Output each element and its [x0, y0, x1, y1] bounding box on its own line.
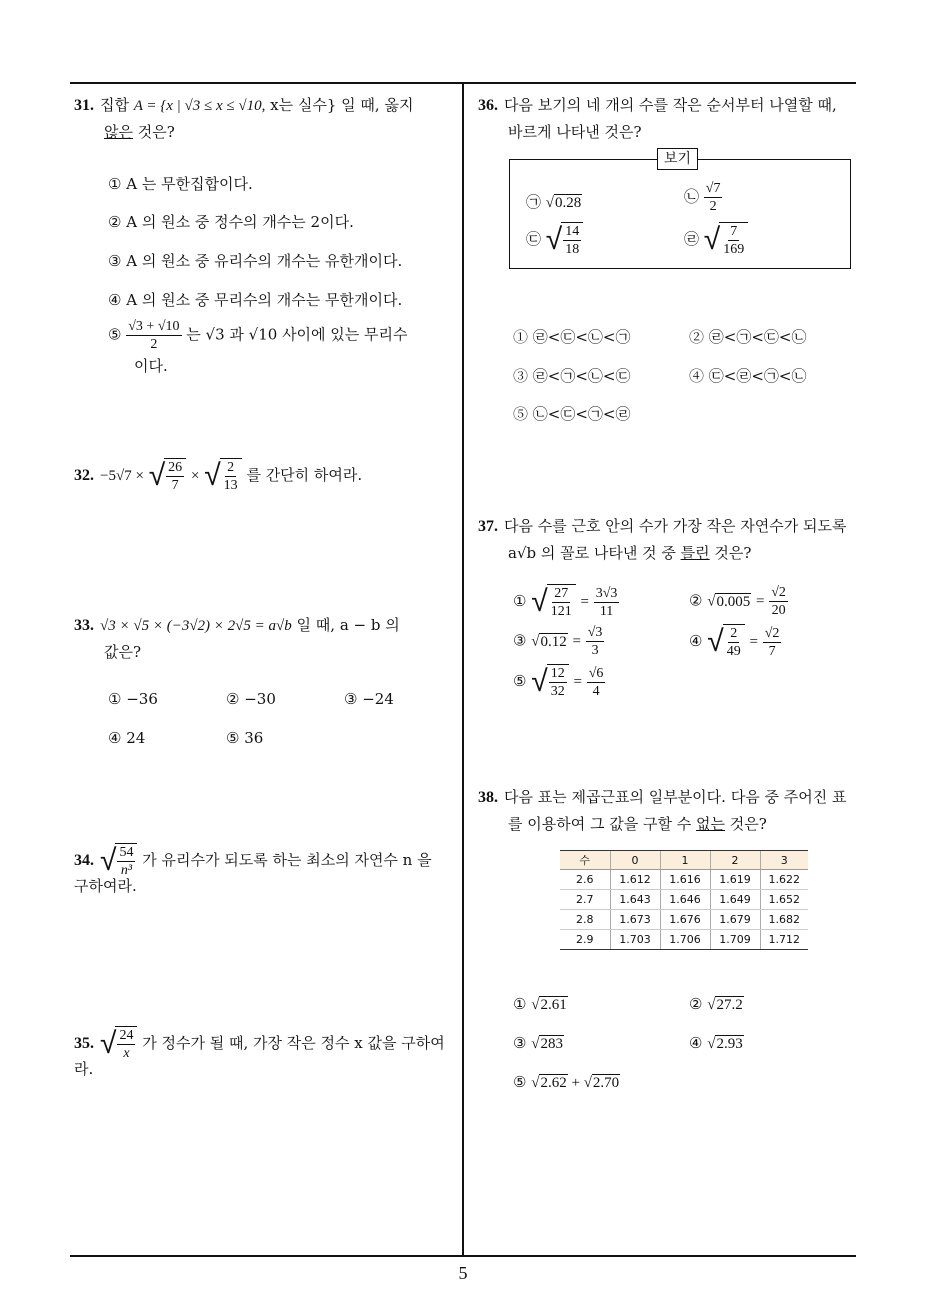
q32-tail: 를 간단히 하여라.	[246, 466, 363, 484]
denominator: 7	[768, 643, 776, 659]
table-cell: 2.8	[560, 910, 610, 930]
numerator: √3	[587, 625, 603, 640]
q37-option-4[interactable]: ④ √ $\frac{2}{49}$ = $\frac{√2}{7}$	[689, 624, 780, 659]
q34-text: 가 유리수가 되도록 하는 최소의 자연수 n 을	[137, 851, 432, 869]
table-cell: 2.9	[560, 930, 610, 950]
table-cell: 1.616	[660, 870, 710, 890]
option-mark: ①	[513, 995, 527, 1013]
q38-line2-end: 것은?	[724, 815, 767, 833]
denominator: 169	[723, 242, 745, 257]
bogi-item-d: ㉣ √ $\frac{7}{169}$	[684, 222, 748, 258]
table-header: 0	[610, 851, 660, 870]
q31-set-expression: A = {x | √3 ≤ x ≤ √10,	[133, 98, 266, 114]
option-mark: ④	[689, 632, 703, 650]
q36-option-2[interactable]: ② ㉣<㉠<㉢<㉡	[689, 328, 807, 346]
denominator: 2	[709, 199, 717, 214]
q38-option-5[interactable]: ⑤ √2.62 + √2.70	[513, 1073, 620, 1091]
q36-line2: 바르게 나타낸 것은?	[508, 123, 642, 141]
q37-line2: a√b 의 꼴로 나타낸 것 중	[508, 544, 681, 562]
sqrt-table	[560, 850, 808, 950]
denominator: 2	[150, 337, 158, 352]
table-cell: 1.643	[610, 890, 660, 910]
bogi-item-c: ㉢ √ $\frac{14}{18}$	[526, 222, 583, 258]
q38-line1: 다음 표는 제곱근표의 일부분이다. 다음 중 주어진 표	[504, 788, 847, 806]
denominator: 49	[726, 644, 741, 659]
q35-root: √ $\frac{24}{x}$	[100, 1026, 137, 1062]
table-row	[560, 870, 808, 890]
equals-sign: =	[573, 674, 582, 690]
option-mark: ②	[689, 995, 703, 1013]
q36-option-1[interactable]: ① ㉣<㉢<㉡<㉠	[513, 328, 631, 346]
table-header: 2	[710, 851, 760, 870]
table-cell: 1.652	[760, 890, 808, 910]
q37-line1: 다음 수를 근호 안의 수가 가장 작은 자연수가 되도록	[504, 517, 847, 535]
question-34	[74, 843, 458, 905]
q33-expression: √3 × √5 × (−3√2) × 2√5 = a√b	[100, 618, 292, 634]
table-cell: 1.703	[610, 930, 660, 950]
q37-option-1[interactable]: ① √ $\frac{27}{121}$ = $\frac{3√3}{11}$	[513, 584, 618, 619]
radicand: 0.28	[555, 195, 582, 211]
q38-option-1[interactable]: ① √2.61	[513, 995, 567, 1013]
numerator: 27	[554, 586, 569, 601]
numerator: √3 + √10	[128, 319, 180, 334]
table-cell: 1.676	[660, 910, 710, 930]
equals-sign: =	[756, 593, 765, 610]
denominator: 18	[565, 242, 580, 257]
question-number: 33.	[74, 617, 94, 634]
q33-option-3[interactable]: ③ −24	[344, 690, 394, 708]
q31-option-2[interactable]: ② A 의 원소 중 정수의 개수는 2이다.	[108, 213, 354, 231]
q33-option-5[interactable]: ⑤ 36	[226, 729, 264, 747]
q33-option-4[interactable]: ④ 24	[108, 729, 146, 747]
table-header-row	[560, 851, 808, 870]
q31-opt5-text: 는 √3 과 √10 사이에 있는 무리수	[181, 325, 408, 344]
table-header: 3	[760, 851, 808, 870]
q37-option-3[interactable]: ③ √0.12 = $\frac{√3}{3}$	[513, 625, 603, 658]
table-cell: 1.673	[610, 910, 660, 930]
numerator: 12	[550, 666, 565, 681]
page-number: 5	[458, 1263, 468, 1283]
option-mark: ⑤	[513, 1073, 527, 1091]
option-mark: ⑤	[513, 672, 527, 690]
q36-option-5[interactable]: ⑤ ㉡<㉢<㉠<㉣	[513, 405, 631, 423]
denominator: 7	[171, 478, 179, 493]
table-cell: 1.649	[710, 890, 760, 910]
numerator: √2	[764, 625, 780, 641]
table-header: 1	[660, 851, 710, 870]
numerator: √7	[705, 181, 721, 196]
q37-option-5[interactable]: ⑤ √ $\frac{12}{32}$ = $\frac{√6}{4}$	[513, 664, 604, 699]
q36-option-4[interactable]: ④ ㉢<㉣<㉠<㉡	[689, 367, 807, 385]
numerator: 26	[168, 460, 183, 475]
square-root-table	[560, 850, 808, 950]
numerator: √6	[588, 665, 604, 681]
q37-line2-end: 것은?	[709, 544, 752, 562]
denominator: 121	[550, 604, 572, 619]
question-number: 34.	[74, 852, 94, 869]
item-mark: ㉢	[526, 230, 542, 248]
q34-root: √ $\frac{54}{\text{n³}}$	[100, 843, 137, 879]
table-cell: 1.712	[760, 930, 808, 950]
q31-option-4[interactable]: ④ A 의 원소 중 무리수의 개수는 무한개이다.	[108, 291, 403, 309]
q31-option-5[interactable]	[108, 318, 408, 353]
question-number: 31.	[74, 97, 94, 114]
q36-line1: 다음 보기의 네 개의 수를 작은 순서부터 나열할 때,	[504, 96, 837, 114]
q33-option-2[interactable]: ② −30	[226, 690, 276, 708]
numerator: 14	[565, 224, 580, 239]
q38-option-2[interactable]: ② √27.2	[689, 995, 743, 1013]
table-cell: 1.679	[710, 910, 760, 930]
bogi-item-b	[684, 180, 722, 215]
question-number: 37.	[478, 518, 498, 535]
option-mark: ①	[513, 592, 527, 610]
numerator: √2	[771, 585, 786, 600]
denominator: x	[123, 1046, 130, 1061]
question-number: 35.	[74, 1035, 94, 1052]
denominator: n³	[120, 863, 133, 878]
q34-line2: 구하여라.	[74, 877, 137, 895]
q31-option-5-line2: 이다.	[134, 357, 168, 375]
item-mark: ㉣	[684, 230, 700, 248]
table-cell: 1.709	[710, 930, 760, 950]
question-33	[74, 612, 458, 665]
question-38	[478, 784, 858, 837]
option-mark: ③	[513, 1034, 527, 1052]
denominator: 11	[599, 603, 614, 619]
radicand: 27.2	[716, 997, 743, 1013]
radicand: 2.70	[592, 1075, 620, 1091]
option-mark: ③	[513, 631, 527, 650]
question-36	[478, 92, 858, 145]
table-cell: 2.6	[560, 870, 610, 890]
q33-text: 일 때, a − b 의	[291, 616, 400, 634]
table-cell: 1.682	[760, 910, 808, 930]
question-number: 32.	[74, 467, 94, 484]
q31-opt5-fraction	[126, 318, 181, 353]
bogi-label: 보기	[657, 148, 698, 170]
numerator: 7	[730, 224, 738, 239]
q35-text: 가 정수가 될 때, 가장 작은 정수 x 값을 구하여	[137, 1034, 445, 1052]
radicand: 2.61	[540, 997, 567, 1013]
question-32	[74, 458, 458, 494]
table-cell: 1.646	[660, 890, 710, 910]
table-row	[560, 930, 808, 950]
q31-option-3[interactable]: ③ A 의 원소 중 유리수의 개수는 유한개이다.	[108, 252, 403, 270]
plus-sign: +	[567, 1075, 584, 1091]
question-37	[478, 513, 858, 566]
table-cell: 2.7	[560, 890, 610, 910]
q33-option-1[interactable]: ① −36	[108, 690, 158, 708]
times-sign: ×	[190, 468, 200, 484]
question-number: 36.	[478, 97, 498, 114]
option-mark: ⑤	[108, 325, 122, 344]
column-divider	[462, 82, 464, 1256]
table-header: 수	[560, 851, 610, 870]
q31-underlined: 않은	[104, 123, 133, 141]
numerator: 24	[119, 1028, 134, 1043]
table-cell: 1.706	[660, 930, 710, 950]
option-mark: ②	[689, 591, 703, 610]
denominator: 4	[592, 683, 600, 699]
bottom-rule	[70, 1255, 856, 1257]
q32-root-2: √ $\frac{2}{13}$	[204, 458, 241, 494]
q38-option-4[interactable]: ④ √2.93	[689, 1034, 743, 1052]
q36-option-3[interactable]: ③ ㉣<㉠<㉡<㉢	[513, 367, 631, 385]
q37-option-2[interactable]: ② √0.005 = $\frac{√2}{20}$	[689, 585, 786, 618]
radicand: 283	[540, 1036, 563, 1052]
question-number: 38.	[478, 789, 498, 806]
q31-prompt-end: 것은?	[132, 123, 175, 141]
item-mark: ㉡	[684, 187, 700, 206]
question-31	[74, 92, 458, 145]
denominator: 3	[591, 643, 599, 658]
question-35	[74, 1026, 458, 1088]
radicand: 2.93	[716, 1036, 743, 1052]
numerator: 2	[227, 460, 235, 475]
table-cell: 1.619	[710, 870, 760, 890]
equals-sign: =	[580, 594, 589, 610]
option-mark: ④	[689, 1034, 703, 1052]
table-row	[560, 890, 808, 910]
table-cell: 1.612	[610, 870, 660, 890]
q38-underlined: 없는	[696, 815, 725, 833]
equals-sign: =	[572, 633, 581, 650]
table-cell: 1.622	[760, 870, 808, 890]
denominator: 13	[223, 478, 238, 493]
q31-prompt: 집합	[100, 96, 134, 114]
bogi-item-a: ㉠ √0.28	[526, 193, 582, 211]
q35-line2: 라.	[74, 1060, 94, 1078]
q38-line2: 를 이용하여 그 값을 구할 수	[508, 815, 696, 833]
q38-option-3[interactable]: ③ √283	[513, 1034, 563, 1052]
q31-prompt-tail: x는 실수} 일 때, 옳지	[265, 96, 414, 114]
denominator: 32	[550, 684, 565, 699]
numerator: 2	[730, 626, 738, 641]
q37-underlined: 틀린	[680, 544, 710, 562]
numerator: 3√3	[595, 585, 618, 601]
radicand: 2.62	[540, 1075, 567, 1091]
equals-sign: =	[749, 634, 758, 650]
item-mark: ㉠	[526, 193, 542, 211]
table-row	[560, 910, 808, 930]
q33-line2: 값은?	[104, 643, 142, 661]
q32-lead: −5√7 ×	[100, 468, 144, 484]
numerator: 54	[119, 845, 134, 860]
denominator: 20	[771, 603, 786, 618]
radicand: 0.005	[716, 593, 751, 610]
radicand: 0.12	[540, 633, 567, 650]
q32-root-1: √ $\frac{26}{7}$	[149, 458, 186, 494]
q31-option-1[interactable]: ① A 는 무한집합이다.	[108, 175, 253, 193]
